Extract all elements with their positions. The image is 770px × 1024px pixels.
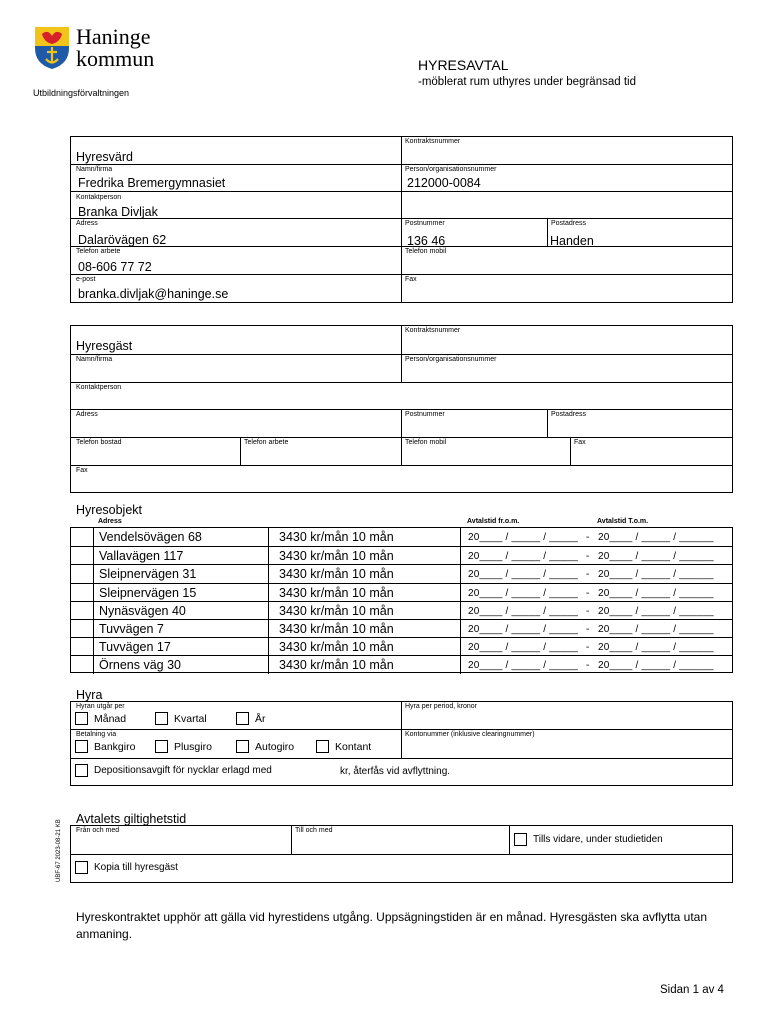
tenant-address-label: Adress [76,411,98,418]
object-date-from[interactable]: 20____ / _____ / _____ [468,551,579,563]
landlord-address[interactable]: Dalarövägen 62 [78,233,167,247]
object-date-to[interactable]: 20____ / _____ / ______ [598,660,714,672]
opt-year[interactable] [236,712,266,725]
objects-from-col: Avtalstid fr.o.m. [467,518,520,525]
copy-label: Kopia till hyresgäst [94,862,178,873]
object-date-from[interactable]: 20____ / _____ / _____ [468,624,579,635]
object-row-marker[interactable] [71,656,94,673]
org-name-line2: kommun [76,46,155,71]
deposit-text: Depositionsavgift för nycklar erlagd med [94,765,272,776]
tenant-fax2-label: Fax [76,467,88,474]
org-name-line1: Haninge [76,24,151,49]
object-date-from[interactable]: 20____ / _____ / _____ [468,587,579,599]
validity-to-label: Till och med [295,827,333,834]
object-date-from[interactable]: 20____ / _____ / _____ [468,642,579,654]
object-date-dash: - [586,605,590,617]
object-row [71,546,732,564]
object-address[interactable]: Örnens väg 30 [99,658,181,673]
rent-period-label: Hyra per period, kronor [405,703,477,710]
object-row-marker[interactable] [71,528,94,546]
opt-quarter-label: Kvartal [174,712,207,725]
landlord-zip-label: Postnummer [405,220,445,227]
pay-autogiro-checkbox[interactable] [236,740,249,753]
landlord-email-label: e-post [76,276,96,283]
object-date-from[interactable]: 20____ / _____ / _____ [468,569,579,581]
landlord-city-label: Postadress [551,220,587,227]
object-row [71,637,732,655]
opt-year-checkbox[interactable] [236,712,249,725]
rent-due-label: Hyran utgår per [76,703,125,710]
landlord-phone-label: Telefon arbete [76,248,121,255]
object-row [71,655,732,673]
tenant-phone-work-label: Telefon arbete [244,439,289,446]
pay-plusgiro[interactable] [155,740,212,753]
pay-plusgiro-checkbox[interactable] [155,740,168,753]
object-date-to[interactable]: 20____ / _____ / ______ [598,642,714,654]
side-code: UBF-67 2023-08-21 KB [56,819,62,882]
landlord-address-label: Adress [76,220,98,227]
object-date-dash: - [586,569,590,581]
object-date-to[interactable]: 20____ / _____ / ______ [598,587,714,599]
deposit-suffix: kr, återfås vid avflyttning. [340,766,451,777]
haninge-logo [34,26,70,70]
object-row [71,619,732,637]
copy-checkbox[interactable] [75,861,88,874]
pay-bankgiro[interactable] [75,740,135,753]
object-rent[interactable]: 3430 kr/mån 10 mån [279,549,394,564]
landlord-contact[interactable]: Branka Divljak [78,205,158,219]
object-row-marker[interactable] [71,565,94,582]
pay-cash-checkbox[interactable] [316,740,329,753]
tenant-contract-label: Kontraktsnummer [405,327,461,334]
validity-heading: Avtalets giltighetstid [76,812,187,826]
until-further-label: Tills vidare, under studietiden [533,834,663,845]
object-rent[interactable]: 3430 kr/mån 10 mån [279,622,394,636]
tenant-zip-label: Postnummer [405,411,445,418]
object-date-dash: - [586,587,590,599]
until-further-checkbox[interactable] [514,833,527,846]
tenant-mobile-label: Telefon mobil [405,439,447,446]
pay-plusgiro-label: Plusgiro [174,740,212,753]
objects-address-col: Adress [98,518,122,525]
object-row-marker[interactable] [71,620,94,637]
object-rent[interactable]: 3430 kr/mån 10 mån [279,640,394,655]
opt-quarter-checkbox[interactable] [155,712,168,725]
landlord-orgnr[interactable]: 212000-0084 [407,176,481,190]
object-address[interactable]: Sleipnervägen 31 [99,567,197,582]
page-title: HYRESAVTAL [418,57,509,73]
opt-year-label: År [255,712,266,725]
until-further-row[interactable] [514,833,663,846]
landlord-email[interactable]: branka.divljak@haninge.se [78,287,229,301]
landlord-mobile-label: Telefon mobil [405,248,447,255]
tenant-phone-home-label: Telefon bostad [76,439,122,446]
object-rent[interactable]: 3430 kr/mån 10 mån [279,530,394,544]
pay-autogiro-label: Autogiro [255,740,295,753]
object-row [71,601,732,619]
object-address[interactable]: Tuvvägen 7 [99,622,164,636]
opt-month-label: Månad [94,712,127,725]
object-row [71,564,732,582]
landlord-zip[interactable]: 136 46 [407,234,446,248]
object-date-from[interactable]: 20____ / _____ / _____ [468,532,579,543]
tenant-city-label: Postadress [551,411,587,418]
object-row-marker[interactable] [71,638,94,655]
pay-bankgiro-checkbox[interactable] [75,740,88,753]
object-row [71,583,732,601]
payment-label: Betalning via [76,731,117,738]
object-date-dash: - [586,660,590,672]
object-rent[interactable]: 3430 kr/mån 10 mån [279,658,394,673]
object-address[interactable]: Tuvvägen 17 [99,640,171,655]
landlord-contact-label: Kontaktperson [76,194,122,201]
object-date-to[interactable]: 20____ / _____ / ______ [598,551,714,563]
pay-autogiro[interactable] [236,740,294,753]
validity-from-label: Från och med [76,827,120,834]
landlord-fax-label: Fax [405,276,417,283]
object-row-marker[interactable] [71,602,94,619]
landlord-phone[interactable]: 08-606 77 72 [78,260,152,274]
page-subtitle: -möblerat rum uthyres under begränsad tid [418,76,636,88]
object-date-to[interactable]: 20____ / _____ / ______ [598,624,714,635]
tenant-fax-label: Fax [574,439,586,446]
landlord-name[interactable]: Fredrika Bremergymnasiet [78,176,226,190]
object-rent[interactable]: 3430 kr/mån 10 mån [279,567,394,582]
objects-table [70,527,733,673]
landlord-city[interactable]: Handen [550,234,594,248]
object-date-dash: - [586,624,590,635]
object-address[interactable]: Vallavägen 117 [99,549,184,564]
pay-bankgiro-label: Bankgiro [94,740,136,753]
tenant-heading: Hyresgäst [76,339,133,353]
landlord-name-label: Namn/firma [76,166,113,173]
object-rent[interactable]: 3430 kr/mån 10 mån [279,603,394,618]
department: Utbildningsförvaltningen [33,88,130,98]
object-address[interactable]: Vendelsövägen 68 [99,530,202,544]
copy-row[interactable] [75,861,178,874]
object-date-to[interactable]: 20____ / _____ / ______ [598,532,714,543]
landlord-contract-label: Kontraktsnummer [405,138,461,145]
opt-month[interactable] [75,712,126,725]
object-date-dash: - [586,642,590,654]
rent-heading: Hyra [76,688,103,702]
object-date-from[interactable]: 20____ / _____ / _____ [468,605,579,617]
tenant-name-label: Namn/firma [76,356,113,363]
object-row-marker[interactable] [71,547,94,564]
object-date-from[interactable]: 20____ / _____ / _____ [468,660,579,672]
tenant-contact-label: Kontaktperson [76,384,122,391]
object-date-to[interactable]: 20____ / _____ / ______ [598,605,714,617]
object-rent[interactable]: 3430 kr/mån 10 mån [279,585,394,600]
object-row [71,528,732,546]
deposit-checkbox[interactable] [75,764,88,777]
object-row-marker[interactable] [71,584,94,601]
pay-cash-label: Kontant [335,740,372,753]
account-label: Kontonummer (inklusive clearingnummer) [405,731,535,738]
object-date-to[interactable]: 20____ / _____ / ______ [598,569,714,581]
page-number: Sidan 1 av 4 [660,984,724,996]
object-address[interactable]: Nynäsvägen 40 [99,603,186,618]
pay-cash[interactable] [316,740,371,753]
tenant-orgnr-label: Person/organisationsnummer [405,356,497,363]
objects-heading: Hyresobjekt [76,503,142,517]
footer-note: Hyreskontraktet upphör att gälla vid hyrestidens utgång. Uppsägningstiden är en månad. Hyresgästen ska avflytta utan anmaning. [76,910,708,941]
landlord-heading: Hyresvärd [76,150,133,164]
opt-month-checkbox[interactable] [75,712,88,725]
deposit-row[interactable] [75,764,272,777]
object-date-dash: - [586,532,590,543]
opt-quarter[interactable] [155,712,207,725]
objects-to-col: Avtalstid T.o.m. [597,518,649,525]
object-address[interactable]: Sleipnervägen 15 [99,585,197,600]
object-date-dash: - [586,551,590,563]
landlord-orgnr-label: Person/organisationsnummer [405,166,497,173]
